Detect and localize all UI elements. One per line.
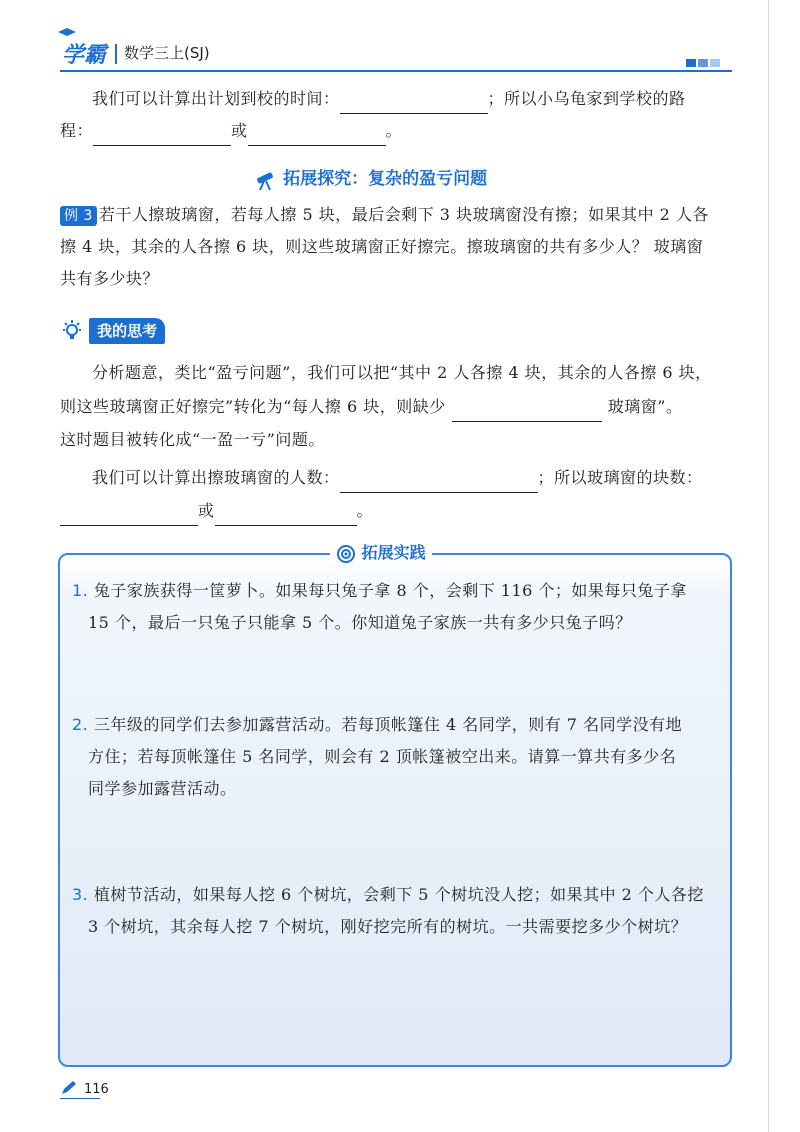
answer-blank[interactable] [215,505,357,526]
period: 。 [385,121,403,140]
period: 。 [356,501,374,520]
example-text: 若干人擦玻璃窗，若每人擦 5 块，最后会剩下 3 块玻璃窗没有擦；如果其中 2 人各 [98,205,709,224]
question-2-line-3: 同学参加露营活动。 [88,779,237,798]
intro-text: ；所以小乌龟家到学校的路 [487,89,686,108]
book-title: 数学三上(SJ) [124,44,210,62]
intro-text: 我们可以计算出计划到校的时间： [92,89,340,108]
graduation-cap-icon [58,28,76,38]
intro-line-1 [92,84,686,114]
thinking-text: 则这些玻璃窗正好擦完”转化为“每人擦 6 块，则缺少 [60,397,446,416]
pencil-icon [60,1080,78,1096]
page-edge [768,0,769,1132]
or-text: 或 [231,121,248,140]
answer-blank[interactable] [452,401,602,422]
question-1-line-1 [72,576,687,606]
question-3-line-1 [72,880,704,910]
question-number: 3. [72,885,89,904]
question-1-line-2: 15 个，最后一只兔子只能拿 5 个。你知道兔子家族一共有多少只兔子吗？ [88,613,632,632]
example-line-1 [60,200,709,230]
question-2-line-1 [72,710,682,740]
thinking-line-3: 这时题目被转化成“一盈一亏”问题。 [60,430,325,449]
answer-blank[interactable] [93,125,231,146]
question-2-line-2: 方住；若每顶帐篷住 5 名同学，则会有 2 顶帐篷被空出来。请算一算共有多少名 [88,747,677,766]
question-text: 兔子家族获得一筐萝卜。如果每只兔子拿 8 个，会剩下 116 个；如果每只兔子拿 [93,581,687,600]
header-separator [115,44,117,64]
question-text: 三年级的同学们去参加露营活动。若每顶帐篷住 4 名同学，则有 7 名同学没有地 [93,715,683,734]
thinking-line-2 [60,392,682,422]
thinking-text: 玻璃窗”。 [607,397,683,416]
target-icon [336,544,356,564]
practice-heading [330,540,432,564]
question-number: 1. [72,581,89,600]
intro-text: 程： [60,121,94,140]
or-text: 或 [198,501,215,520]
answer-blank[interactable] [340,93,488,114]
thinking-label: 我的思考 [89,318,165,344]
example-line-3: 共有多少块？ [60,269,160,288]
header-decoration [686,52,722,71]
intro-line-2 [60,116,402,146]
footer-rule [60,1098,100,1099]
thinking-text: ；所以玻璃窗的块数： [537,468,703,487]
answer-blank[interactable] [248,125,386,146]
question-text: 植树节活动，如果每人挖 6 个树坑，会剩下 5 个树坑没人挖；如果其中 2 个人各挖 [93,885,704,904]
thinking-line-4 [92,463,703,493]
question-number: 2. [72,715,89,734]
practice-title: 拓展实践 [361,543,426,562]
section-title: 拓展探究：复杂的盈亏问题 [283,169,488,189]
thinking-line-1: 分析题意，类比“盈亏问题”，我们可以把“其中 2 人各擦 4 块，其余的人各擦 6 块， [92,363,712,382]
answer-blank[interactable] [340,472,538,493]
telescope-icon [254,169,278,191]
question-3-line-2: 3 个树坑，其余每人挖 7 个树坑，刚好挖完所有的树坑。一共需要挖多少个树坑？ [88,917,688,936]
brand-logo: 学霸 [62,38,106,69]
answer-blank[interactable] [60,505,198,526]
thinking-line-5 [60,496,373,526]
lightbulb-icon [60,319,84,343]
header-rule [60,70,732,72]
example-line-2: 擦 4 块，其余的人各擦 6 块，则这些玻璃窗正好擦完。擦玻璃窗的共有多少人？ 玻璃窗 [60,237,704,256]
section-heading [254,164,487,191]
thinking-text: 我们可以计算出擦玻璃窗的人数： [92,468,340,487]
example-badge: 例 3 [60,206,97,226]
thinking-badge [60,318,165,344]
page-number: 116 [84,1082,109,1097]
